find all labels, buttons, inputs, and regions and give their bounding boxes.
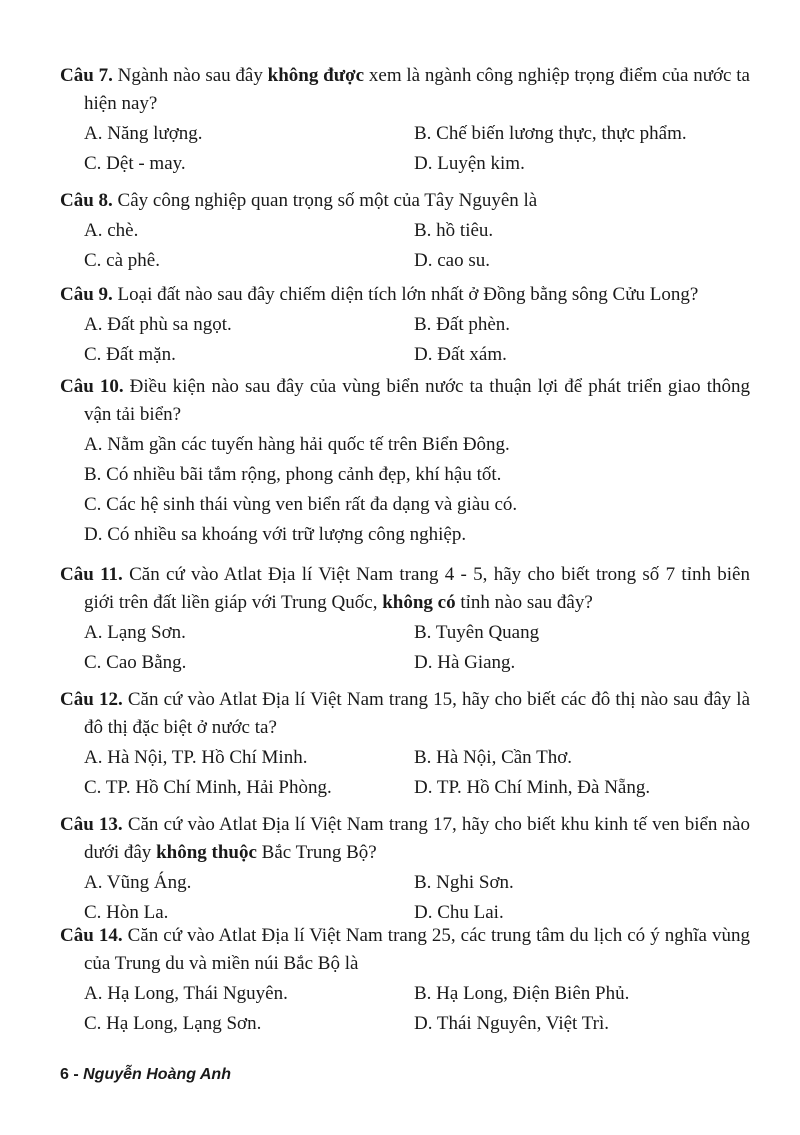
question-label: Câu 12. (60, 689, 123, 710)
answer-option[interactable]: D. Có nhiều sa khoáng với trữ lượng công nghiệp. (84, 524, 467, 545)
question-label: Câu 9. (60, 284, 113, 305)
question-10 (60, 373, 750, 550)
answer-option[interactable]: B. Có nhiều bãi tắm rộng, phong cảnh đẹp, khí hậu tốt. (84, 464, 502, 485)
emphasis-text: không thuộc (156, 842, 257, 863)
answer-option[interactable]: B. Tuyên Quang (414, 622, 540, 643)
answer-options (60, 868, 750, 928)
options-row (60, 460, 750, 490)
answer-option[interactable]: B. Hà Nội, Cần Thơ. (414, 747, 572, 768)
answer-option[interactable]: B. hồ tiêu. (414, 220, 494, 241)
question-7 (60, 62, 750, 179)
options-row (60, 618, 750, 648)
question-text: Căn cứ vào Atlat Địa lí Việt Nam trang 15, hãy cho biết các đô thị nào sau đây là đô thị đặc biệt ở nước ta? (84, 689, 750, 738)
options-row (60, 868, 750, 898)
options-row (60, 430, 750, 460)
footer-separator: - (68, 1066, 84, 1083)
answer-options (60, 618, 750, 678)
options-row (60, 149, 750, 179)
answer-option[interactable]: A. chè. (84, 220, 139, 241)
answer-option[interactable]: B. Hạ Long, Điện Biên Phủ. (414, 983, 630, 1004)
answer-option[interactable]: C. cà phê. (84, 250, 160, 271)
answer-option[interactable]: B. Đất phèn. (414, 314, 511, 335)
answer-options (60, 743, 750, 803)
answer-option[interactable]: B. Nghi Sơn. (414, 872, 514, 893)
emphasis-text: không được (267, 65, 365, 86)
answer-option[interactable]: A. Vũng Áng. (84, 872, 192, 893)
options-row (60, 979, 750, 1009)
answer-option[interactable]: C. Cao Bằng. (84, 652, 187, 673)
answer-option[interactable]: D. TP. Hồ Chí Minh, Đà Nẵng. (414, 777, 651, 798)
question-12 (60, 686, 750, 803)
question-label: Câu 8. (60, 190, 113, 211)
question-13 (60, 811, 750, 928)
question-stem (60, 811, 750, 867)
options-row (60, 310, 750, 340)
options-row (60, 743, 750, 773)
question-stem (60, 187, 750, 215)
options-row (60, 490, 750, 520)
answer-options (60, 119, 750, 179)
answer-option[interactable]: A. Đất phù sa ngọt. (84, 314, 232, 335)
question-stem (60, 373, 750, 429)
options-row (60, 520, 750, 550)
question-label: Câu 7. (60, 65, 113, 86)
question-label: Câu 13. (60, 814, 123, 835)
question-label: Câu 14. (60, 925, 123, 946)
emphasis-text: không có (382, 592, 456, 613)
page-footer (60, 1066, 231, 1084)
options-row (60, 648, 750, 678)
options-row (60, 773, 750, 803)
question-stem (60, 561, 750, 617)
answer-options (60, 979, 750, 1039)
answer-option[interactable]: A. Hạ Long, Thái Nguyên. (84, 983, 288, 1004)
question-text: Bắc Trung Bộ? (256, 842, 377, 863)
answer-option[interactable]: C. Các hệ sinh thái vùng ven biển rất đa dạng và giàu có. (84, 494, 518, 515)
question-stem (60, 281, 750, 309)
answer-option[interactable]: C. Hạ Long, Lạng Sơn. (84, 1013, 262, 1034)
question-text: Căn cứ vào Atlat Địa lí Việt Nam trang 17, hãy cho biết khu kinh tế ven biển nào dưới đây (84, 814, 750, 863)
question-label: Câu 10. (60, 376, 124, 397)
question-stem (60, 62, 750, 118)
question-14 (60, 922, 750, 1039)
question-text: xem là ngành công nghiệp trọng điểm của nước ta hiện nay? (84, 65, 750, 114)
question-stem (60, 686, 750, 742)
answer-option[interactable]: A. Lạng Sơn. (84, 622, 186, 643)
options-row (60, 340, 750, 370)
answer-option[interactable]: D. Chu Lai. (414, 902, 504, 923)
options-row (60, 216, 750, 246)
footer-author: Nguyễn Hoàng Anh (83, 1066, 231, 1083)
answer-option[interactable]: D. Đất xám. (414, 344, 507, 365)
answer-option[interactable]: C. TP. Hồ Chí Minh, Hải Phòng. (84, 777, 332, 798)
question-text: Loại đất nào sau đây chiếm diện tích lớn nhất ở Đồng bằng sông Cửu Long? (112, 284, 699, 305)
question-text: Căn cứ vào Atlat Địa lí Việt Nam trang 4 - 5, hãy cho biết trong số 7 tỉnh biên giới trên đất liền giáp với Trung Quốc, (84, 564, 750, 613)
options-row (60, 119, 750, 149)
question-11 (60, 561, 750, 678)
answer-option[interactable]: C. Hòn La. (84, 902, 169, 923)
answer-option[interactable]: A. Hà Nội, TP. Hồ Chí Minh. (84, 747, 308, 768)
answer-options (60, 216, 750, 276)
options-row (60, 246, 750, 276)
answer-option[interactable]: D. Thái Nguyên, Việt Trì. (414, 1013, 610, 1034)
question-text: Ngành nào sau đây (112, 65, 268, 86)
options-row (60, 1009, 750, 1039)
question-text: Căn cứ vào Atlat Địa lí Việt Nam trang 25, các trung tâm du lịch có ý nghĩa vùng của Trung du và miền núi Bắc Bộ là (84, 925, 750, 974)
question-8 (60, 187, 750, 276)
answer-option[interactable]: B. Chế biến lương thực, thực phẩm. (414, 123, 687, 144)
question-text: tỉnh nào sau đây? (455, 592, 593, 613)
answer-option[interactable]: C. Dệt - may. (84, 153, 186, 174)
question-stem (60, 922, 750, 978)
answer-option[interactable]: D. cao su. (414, 250, 490, 271)
page-number: 6 (60, 1066, 69, 1083)
answer-option[interactable]: C. Đất mặn. (84, 344, 176, 365)
answer-options (60, 430, 750, 550)
answer-option[interactable]: A. Nằm gần các tuyến hàng hải quốc tế trên Biển Đông. (84, 434, 510, 455)
answer-option[interactable]: D. Hà Giang. (414, 652, 516, 673)
question-label: Câu 11. (60, 564, 123, 585)
answer-option[interactable]: D. Luyện kim. (414, 153, 525, 174)
question-text: Cây công nghiệp quan trọng số một của Tây Nguyên là (112, 190, 538, 211)
question-9 (60, 281, 750, 370)
answer-options (60, 310, 750, 370)
answer-option[interactable]: A. Năng lượng. (84, 123, 203, 144)
question-text: Điều kiện nào sau đây của vùng biển nước ta thuận lợi để phát triển giao thông vận tải biển? (84, 376, 750, 425)
